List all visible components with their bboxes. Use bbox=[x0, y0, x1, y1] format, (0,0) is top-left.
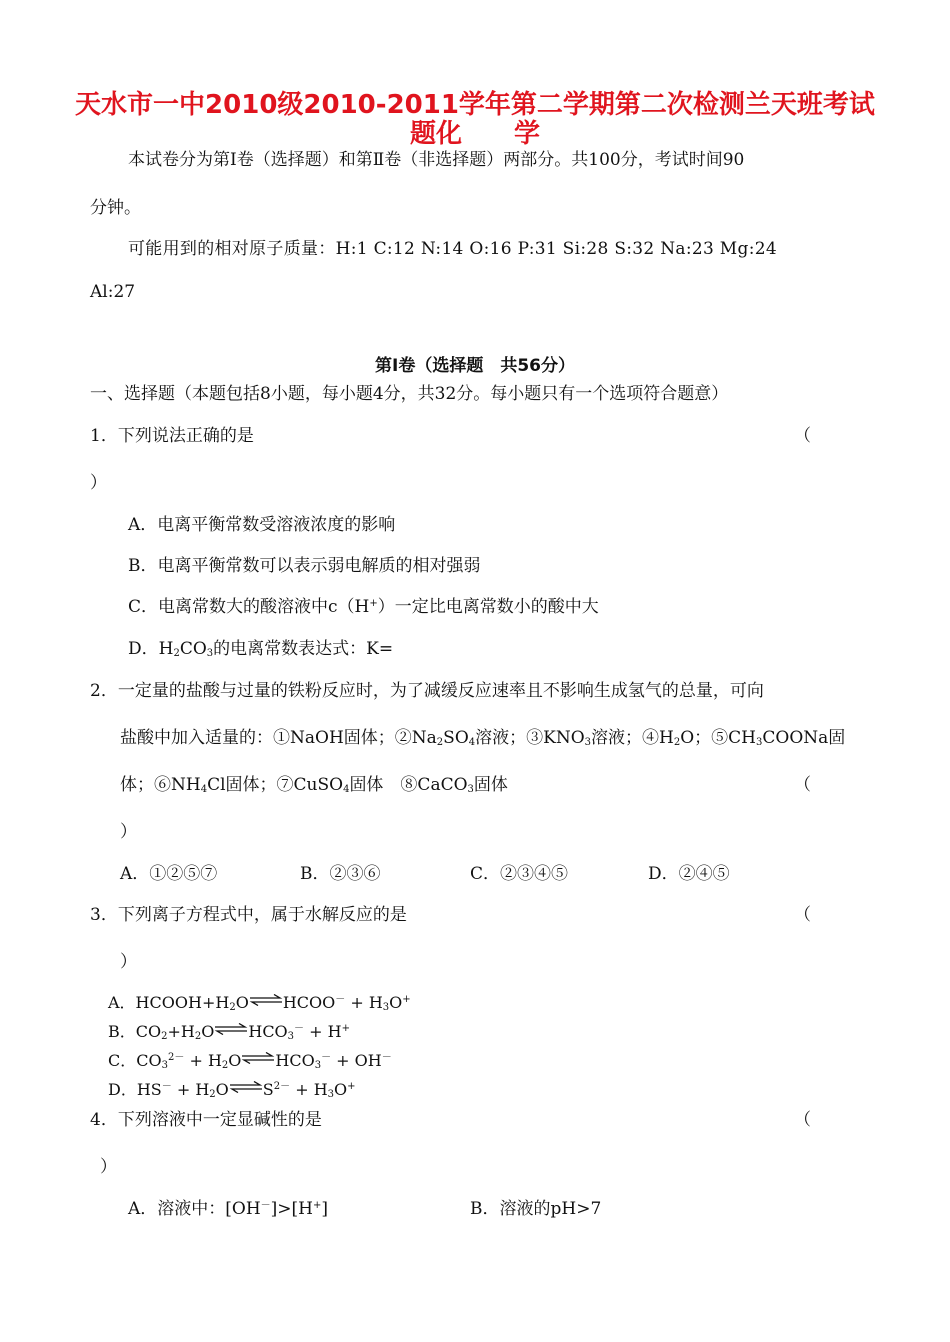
q4-stem: 4．下列溶液中一定显碱性的是 bbox=[90, 1110, 322, 1130]
equilibrium-arrow-icon bbox=[249, 994, 283, 1006]
q4-paren-open: （ bbox=[794, 1110, 811, 1130]
q3-option-d: D．$HS^- + H_2O$ $S^{2-} + H_3O^+$ bbox=[108, 1080, 356, 1100]
q2-stem-line2: 盐酸中加入适量的：①NaOH固体；$②Na_2SO_4$溶液；$③KNO_3$溶液；$④H_2O$；$⑤CH_3COONa$固 bbox=[120, 728, 846, 748]
q2-option-d: D．②④⑤ bbox=[648, 864, 730, 884]
q3-option-c: C．$CO_3^{2-} + H_2O$ $HCO_3^- + OH^-$ bbox=[108, 1051, 392, 1071]
exam-title-line1: 天水市一中2010级2010-2011学年第二学期第二次检测兰天班考试 bbox=[75, 90, 875, 120]
q1-option-c: C．电离常数大的酸溶液中c（H+）一定比电离常数小的酸中大 bbox=[128, 597, 599, 617]
q3-paren-open: （ bbox=[794, 905, 811, 925]
q1-stem: 1．下列说法正确的是 bbox=[90, 426, 254, 446]
q4-paren-close: ） bbox=[100, 1157, 117, 1177]
atomic-mass-line1: 可能用到的相对原子质量：H:1 C:12 N:14 O:16 P:31 Si:28 S:32 Na:23 Mg:24 bbox=[128, 239, 777, 259]
q4-option-b: B．溶液的pH>7 bbox=[470, 1199, 602, 1219]
section1-part-title: 一、选择题（本题包括8小题，每小题4分，共32分。每小题只有一个选项符合题意） bbox=[90, 384, 729, 404]
q1-paren-close: ） bbox=[90, 473, 107, 493]
q4-option-a: A．溶液中：[OH－]>[H+] bbox=[128, 1199, 329, 1219]
equilibrium-arrow-icon bbox=[214, 1023, 248, 1035]
q1-option-a: A．电离平衡常数受溶液浓度的影响 bbox=[128, 515, 396, 535]
atomic-mass-line2: Al:27 bbox=[90, 282, 136, 302]
q3-option-a: A．$HCOOH+H_2O$ HCOO－ + $H_3O^+$ bbox=[108, 993, 411, 1013]
q2-paren-open: （ bbox=[794, 775, 811, 795]
q1-option-b: B．电离平衡常数可以表示弱电解质的相对强弱 bbox=[128, 556, 481, 576]
q2-option-c: C．②③④⑤ bbox=[470, 864, 569, 884]
q1-paren-open: （ bbox=[794, 426, 811, 446]
q2-stem-line1: 2．一定量的盐酸与过量的铁粉反应时，为了减缓反应速率且不影响生成氢气的总量，可向 bbox=[90, 681, 764, 701]
equilibrium-arrow-icon bbox=[241, 1052, 275, 1064]
q2-paren-close: ） bbox=[120, 822, 137, 842]
exam-title-line2: 题化 学 bbox=[409, 119, 540, 149]
section1-heading: 第Ⅰ卷（选择题 共56分） bbox=[375, 356, 575, 376]
q2-stem-line3: 体；$⑥NH_4Cl$固体；⑦CuSO$_4$固体 ⑧CaCO$_3$固体 bbox=[120, 775, 508, 795]
equilibrium-arrow-icon bbox=[229, 1081, 263, 1093]
q3-paren-close: ） bbox=[120, 952, 137, 972]
q2-option-b: B．②③⑥ bbox=[300, 864, 381, 884]
q3-stem: 3．下列离子方程式中，属于水解反应的是 bbox=[90, 905, 407, 925]
q1-option-d: D．$H_2CO_3$的电离常数表达式：K= bbox=[128, 639, 394, 659]
intro-line2: 分钟。 bbox=[90, 198, 141, 218]
q2-option-a: A．①②⑤⑦ bbox=[120, 864, 218, 884]
intro-line1: 本试卷分为第Ⅰ卷（选择题）和第Ⅱ卷（非选择题）两部分。共100分，考试时间90 bbox=[128, 150, 745, 170]
q3-option-b: B．$CO_2+H_2O$ $HCO_3^- + H^+$ bbox=[108, 1022, 350, 1042]
